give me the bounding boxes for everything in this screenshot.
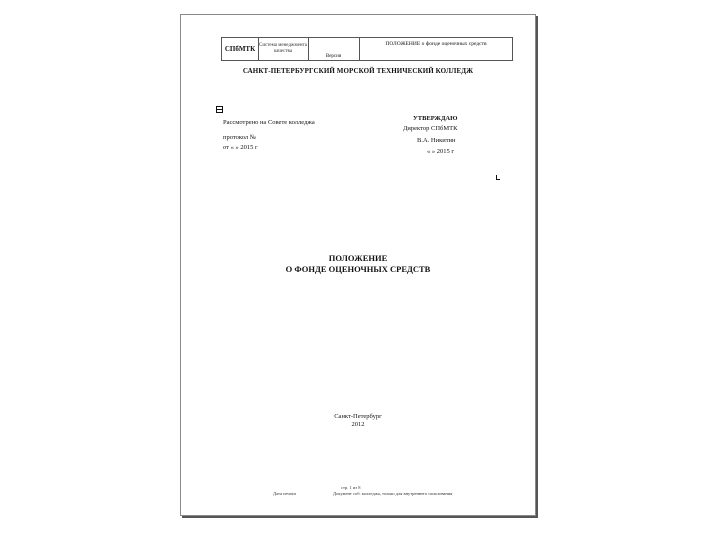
anchor-box-icon (216, 106, 223, 113)
year-text: 2012 (351, 421, 365, 428)
considered-text: Рассмотрено на Совете колледжа (223, 119, 315, 126)
right-date-text: « » 2015 г (427, 148, 455, 155)
header-version: Версия (308, 38, 360, 60)
signer-text: В.А. Никитин (417, 137, 456, 144)
footer-center: Документ соб. колледжа, только для внутреннего пользования (333, 491, 453, 496)
header-abbr: СПбМТК (222, 38, 259, 60)
left-date-text: от « » 2015 г (223, 144, 258, 151)
college-name: САНКТ-ПЕТЕРБУРГСКИЙ МОРСКОЙ ТЕХНИЧЕСКИЙ КОЛЛЕДЖ (242, 67, 474, 75)
title-line-2: О ФОНДЕ ОЦЕНОЧНЫХ СРЕДСТВ (285, 264, 431, 274)
header-table (221, 37, 513, 61)
footer-left: Дата печати (273, 491, 296, 496)
header-system: Система менеджмента качества (258, 38, 309, 60)
footer-page: стр. 1 из 8 (341, 485, 361, 490)
approve-text: УТВЕРЖДАЮ (413, 115, 458, 122)
director-text: Директор СПбМТК (403, 125, 458, 132)
title-line-1: ПОЛОЖЕНИЕ (328, 253, 388, 263)
header-doc-title: ПОЛОЖЕНИЕ о фонде оценочных средств (385, 41, 487, 47)
protocol-text: протокол № (223, 134, 256, 141)
document-page (180, 14, 536, 516)
city-text: Санкт-Петербург (334, 413, 382, 420)
corner-mark-icon (496, 175, 500, 180)
